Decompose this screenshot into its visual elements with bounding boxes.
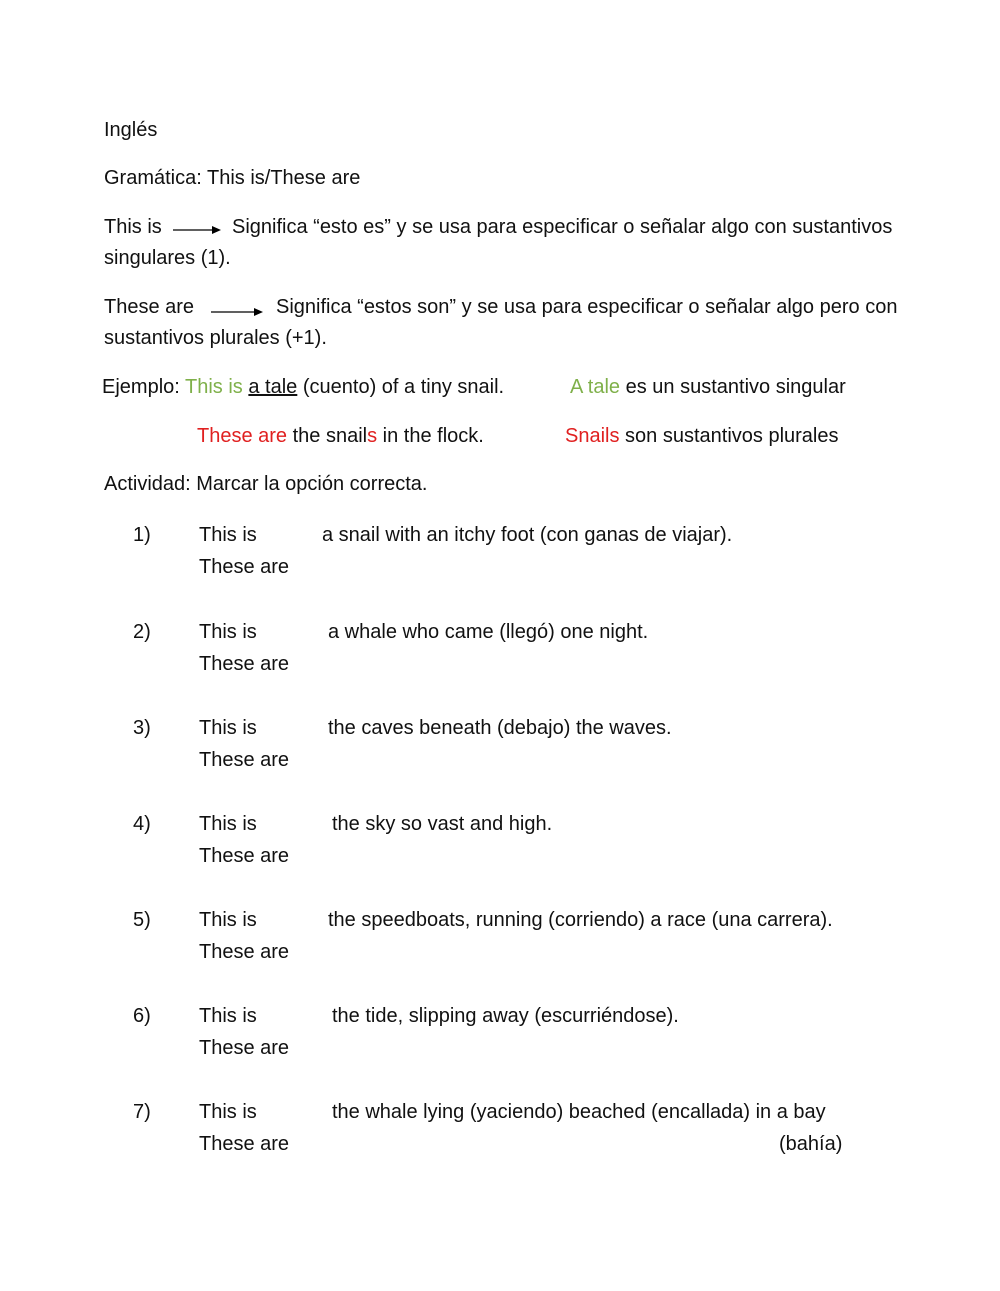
- item-text: a whale who came (llegó) one night.: [328, 621, 649, 643]
- these-are-definition-line1: Significa “estos son” y se usa para especificar o señalar algo pero con: [276, 296, 898, 318]
- example-mid: the snail: [287, 425, 368, 447]
- option-this-is[interactable]: This is: [199, 524, 257, 546]
- example-label: Ejemplo:: [102, 376, 186, 398]
- example-rest: in the flock.: [377, 425, 484, 447]
- example-note-highlight: Snails: [565, 425, 620, 447]
- option-these-are[interactable]: These are: [199, 556, 290, 578]
- these-are-definition-line2: sustantivos plurales (+1).: [104, 327, 327, 349]
- grammar-title: Gramática: This is/These are: [104, 167, 361, 189]
- item-number: 5): [133, 909, 151, 931]
- example-rest: (cuento) of a tiny snail.: [297, 376, 505, 398]
- these-are-term: These are: [104, 296, 195, 318]
- option-this-is[interactable]: This is: [199, 909, 257, 931]
- arrow-icon: [210, 306, 264, 318]
- item-number: 2): [133, 621, 151, 643]
- item-number: 1): [133, 524, 151, 546]
- option-this-is[interactable]: This is: [199, 813, 257, 835]
- subject-title: Inglés: [104, 119, 158, 141]
- item-text: the sky so vast and high.: [332, 813, 553, 835]
- example-note-highlight: A tale: [570, 376, 621, 398]
- option-these-are[interactable]: These are: [199, 653, 290, 675]
- example-note-rest: son sustantivos plurales: [619, 425, 839, 447]
- option-this-is[interactable]: This is: [199, 1101, 257, 1123]
- example-underlined-noun: a tale: [248, 376, 298, 398]
- item-text-continuation: (bahía): [779, 1133, 843, 1155]
- item-number: 3): [133, 717, 151, 739]
- option-these-are[interactable]: These are: [199, 1133, 290, 1155]
- item-number: 7): [133, 1101, 151, 1123]
- example-plural-s: s: [367, 425, 378, 447]
- item-text: the speedboats, running (corriendo) a race (una carrera).: [328, 909, 833, 931]
- this-is-term: This is: [104, 216, 162, 238]
- item-number: 4): [133, 813, 151, 835]
- example-sentence-2: [197, 424, 484, 448]
- this-is-definition-line1: Significa “esto es” y se usa para especificar o señalar algo con sustantivos: [232, 216, 893, 238]
- example-note-1: [570, 375, 846, 399]
- option-this-is[interactable]: This is: [199, 717, 257, 739]
- activity-instruction: Actividad: Marcar la opción correcta.: [104, 473, 428, 495]
- example-highlight: These are: [197, 425, 288, 447]
- option-this-is[interactable]: This is: [199, 621, 257, 643]
- item-number: 6): [133, 1005, 151, 1027]
- option-these-are[interactable]: These are: [199, 941, 290, 963]
- this-is-definition-line2: singulares (1).: [104, 247, 231, 269]
- example-highlight: This is: [185, 376, 243, 398]
- option-this-is[interactable]: This is: [199, 1005, 257, 1027]
- example-note-rest: es un sustantivo singular: [620, 376, 846, 398]
- item-text: a snail with an itchy foot (con ganas de viajar).: [322, 524, 733, 546]
- item-text: the caves beneath (debajo) the waves.: [328, 717, 672, 739]
- option-these-are[interactable]: These are: [199, 1037, 290, 1059]
- arrow-icon: [172, 224, 222, 236]
- item-text: the whale lying (yaciendo) beached (encallada) in a bay: [332, 1101, 826, 1123]
- option-these-are[interactable]: These are: [199, 845, 290, 867]
- option-these-are[interactable]: These are: [199, 749, 290, 771]
- example-sentence-1: [102, 375, 504, 399]
- item-text: the tide, slipping away (escurriéndose).: [332, 1005, 679, 1027]
- example-note-2: [565, 424, 839, 448]
